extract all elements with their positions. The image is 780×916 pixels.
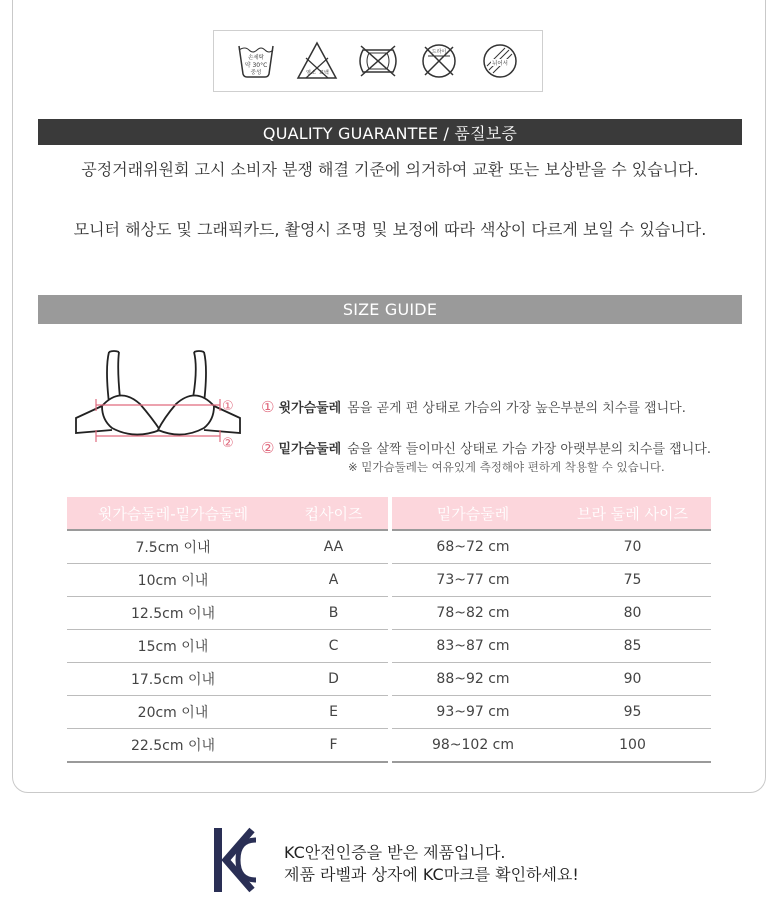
svg-text:뉘어서: 뉘어서 xyxy=(491,61,508,67)
table-row xyxy=(392,597,711,630)
table-row xyxy=(392,530,711,564)
table-row xyxy=(392,630,711,663)
svg-text:염소: 염소 xyxy=(306,70,317,76)
table-row xyxy=(392,696,711,729)
table-row xyxy=(67,530,388,564)
table-cell: E xyxy=(279,696,388,729)
table-cell: 75 xyxy=(554,564,711,597)
table-cell: 73~77 cm xyxy=(392,564,554,597)
chlorine-bleach-icon xyxy=(296,40,338,82)
svg-text:표백: 표백 xyxy=(319,70,330,76)
svg-text:①: ① xyxy=(222,399,234,414)
table-cell: 98~102 cm xyxy=(392,729,554,763)
table-cell: F xyxy=(279,729,388,763)
table-cell: 85 xyxy=(554,630,711,663)
lay-flat-dry-icon xyxy=(479,40,521,82)
color-notice: 모니터 해상도 및 그래픽카드, 촬영시 조명 및 보정에 따라 색상이 다르게 보일 수 있습니다. xyxy=(73,220,707,239)
table-cell: 83~87 cm xyxy=(392,630,554,663)
table-cell: 22.5cm 이내 xyxy=(67,729,279,763)
under-bust-label: 밑가슴둘레 xyxy=(278,442,342,457)
table-cell: A xyxy=(279,564,388,597)
table-cell: 12.5cm 이내 xyxy=(67,597,279,630)
under-bust-description xyxy=(261,438,711,457)
table-row xyxy=(67,597,388,630)
cup-table-header: 컵사이즈 xyxy=(279,497,388,530)
table-cell: 10cm 이내 xyxy=(67,564,279,597)
kc-certification-text xyxy=(284,842,579,886)
table-cell: B xyxy=(279,597,388,630)
table-row xyxy=(67,564,388,597)
table-row xyxy=(67,630,388,663)
table-cell: 100 xyxy=(554,729,711,763)
measurement-note: ※ 밑가슴둘레는 여유있게 측정해야 편하게 착용할 수 있습니다. xyxy=(348,460,665,474)
band-table-header: 브라 둘레 사이즈 xyxy=(554,497,711,530)
table-cell: 80 xyxy=(554,597,711,630)
cup-table-header: 윗가슴둘레-밑가슴둘레 xyxy=(67,497,279,530)
upper-bust-label: 윗가슴둘레 xyxy=(278,401,342,416)
table-row xyxy=(67,663,388,696)
kc-line-2: 제품 라벨과 상자에 KC마크를 확인하세요! xyxy=(284,865,579,884)
svg-text:중성: 중성 xyxy=(251,70,262,76)
band-size-table xyxy=(392,497,711,763)
size-guide-header: SIZE GUIDE xyxy=(38,295,742,324)
table-cell: 15cm 이내 xyxy=(67,630,279,663)
svg-text:약 30°C: 약 30°C xyxy=(245,62,268,69)
table-cell: 17.5cm 이내 xyxy=(67,663,279,696)
exchange-notice: 공정거래위원회 고시 소비자 분쟁 해결 기준에 의거하여 교환 또는 보상받을 수 있습니다. xyxy=(81,160,699,179)
table-cell: 70 xyxy=(554,530,711,564)
no-dry-clean-icon xyxy=(357,40,399,82)
table-cell: D xyxy=(279,663,388,696)
hand-wash-icon xyxy=(235,40,277,82)
marker-2: ② xyxy=(261,439,275,457)
band-table-header: 밑가슴둘레 xyxy=(392,497,554,530)
table-row xyxy=(67,696,388,729)
table-cell: 7.5cm 이내 xyxy=(67,530,279,564)
no-tumble-dry-icon xyxy=(418,40,460,82)
table-cell: C xyxy=(279,630,388,663)
kc-line-1: KC안전인증을 받은 제품입니다. xyxy=(284,843,506,862)
marker-1: ① xyxy=(261,398,275,416)
upper-bust-description xyxy=(261,397,686,416)
care-label-box xyxy=(213,30,543,92)
svg-text:②: ② xyxy=(222,436,234,451)
table-cell: 78~82 cm xyxy=(392,597,554,630)
table-row xyxy=(392,663,711,696)
svg-text:손세탁: 손세탁 xyxy=(248,55,265,61)
quality-guarantee-header: QUALITY GUARANTEE / 품질보증 xyxy=(38,119,742,145)
table-row xyxy=(392,729,711,763)
upper-bust-text: 몸을 곧게 편 상태로 가슴의 가장 높은부분의 치수를 잽니다. xyxy=(347,401,686,416)
table-cell: 68~72 cm xyxy=(392,530,554,564)
svg-text:드라이: 드라이 xyxy=(431,49,447,55)
table-cell: 20cm 이내 xyxy=(67,696,279,729)
table-cell: 93~97 cm xyxy=(392,696,554,729)
cup-size-table xyxy=(67,497,388,763)
table-cell: 95 xyxy=(554,696,711,729)
table-cell: AA xyxy=(279,530,388,564)
table-cell: 88~92 cm xyxy=(392,663,554,696)
table-cell: 90 xyxy=(554,663,711,696)
bra-diagram xyxy=(72,348,247,453)
table-row xyxy=(67,729,388,763)
table-row xyxy=(392,564,711,597)
kc-mark-icon xyxy=(212,826,258,894)
under-bust-text: 숨을 살짝 들이마신 상태로 가슴 가장 아랫부분의 치수를 잽니다. xyxy=(347,442,711,457)
